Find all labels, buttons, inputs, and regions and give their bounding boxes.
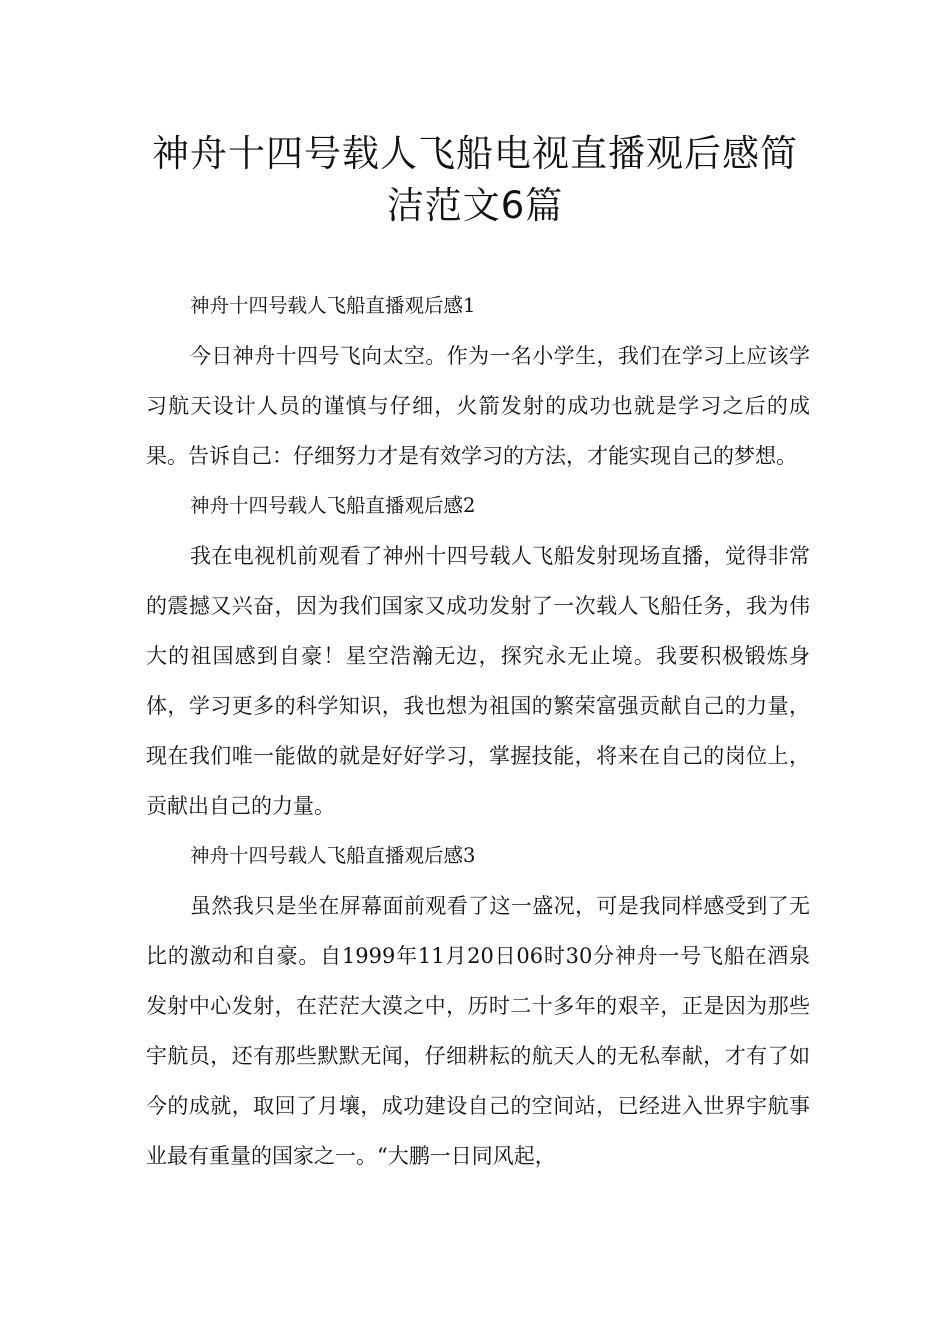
document-body: [146, 281, 810, 1181]
section-body-1: 今日神舟十四号飞向太空。作为一名小学生，我们在学习上应该学习航天设计人员的谨慎与仔细，火箭发射的成功也就是学习之后的成果。告诉自己：仔细努力才是有效学习的方法，才能实现自己的梦想。: [146, 344, 810, 468]
document-title: [100, 128, 850, 232]
section-body-2: 我在电视机前观看了神州十四号载人飞船发射现场直播，觉得非常的震撼又兴奋，因为我们国家又成功发射了一次载人飞船任务，我为伟大的祖国感到自豪！星空浩瀚无边，探究永无止境。我要积极锻炼身体，学习更多的科学知识，我也想为祖国的繁荣富强贡献自己的力量，现在我们唯一能做的就是好好学习，掌握技能，将来在自己的岗位上，贡献出自己的力量。: [146, 544, 810, 818]
section-heading-1: 神舟十四号载人飞船直播观后感1: [190, 294, 476, 317]
title-line-2: 洁范文6篇: [386, 184, 564, 227]
section-body-3: 虽然我只是坐在屏幕面前观看了这一盛况，可是我同样感受到了无比的激动和自豪。自1999年11月20日06时30分神舟一号飞船在酒泉发射中心发射，在茫茫大漠之中，历时二十多年的艰辛，正是因为那些宇航员，还有那些默默无闻，仔细耕耘的航天人的无私奉献，才有了如今的成就，取回了月壤，成功建设自己的空间站，已经进入世界宇航事业最有重量的国家之一。“大鹏一日同风起，: [146, 894, 810, 1168]
section-heading-3: 神舟十四号载人飞船直播观后感3: [190, 844, 476, 867]
section-heading-2: 神舟十四号载人飞船直播观后感2: [190, 494, 476, 517]
title-line-1: 神舟十四号载人飞船电视直播观后感简: [152, 132, 798, 175]
